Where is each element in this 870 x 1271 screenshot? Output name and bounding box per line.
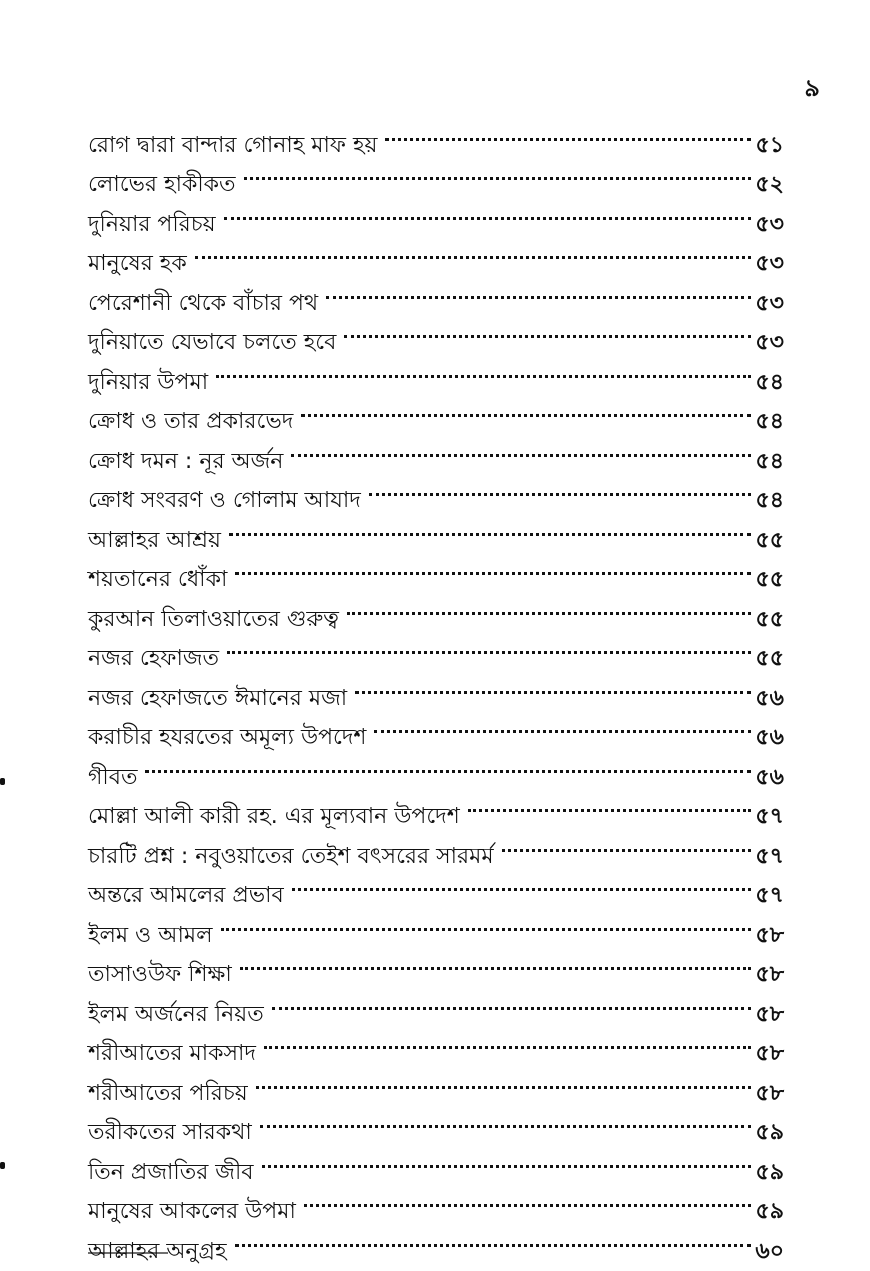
toc-entry-page: ৫৫ bbox=[753, 639, 784, 679]
toc-entry-title: অন্তরে আমলের প্রভাব bbox=[88, 876, 292, 916]
toc-entry-title: গীবত bbox=[88, 758, 145, 798]
dot-leader bbox=[262, 1139, 754, 1179]
toc-entry-title: লোভের হাকীকত bbox=[88, 165, 244, 205]
toc-entry-title: তাসাওউফ শিক্ষা bbox=[88, 955, 240, 995]
dot-leader bbox=[256, 1060, 754, 1100]
toc-entry-page: ৫২ bbox=[753, 165, 784, 205]
dot-leader bbox=[347, 586, 754, 626]
toc-entry-title: নজর হেফাজতে ঈমানের মজা bbox=[88, 679, 355, 719]
dot-leader bbox=[235, 1218, 754, 1258]
dot-leader bbox=[344, 310, 753, 350]
toc-entry-page: ৫৮ bbox=[753, 916, 784, 956]
dot-leader bbox=[304, 1179, 754, 1219]
toc-entry-page: ৫৭ bbox=[753, 797, 784, 837]
dot-leader bbox=[385, 112, 753, 152]
dot-leader bbox=[264, 1021, 753, 1061]
toc-entry-title: তরীকতের সারকথা bbox=[88, 1113, 260, 1153]
toc-entry-page: ৫৩ bbox=[753, 323, 784, 363]
dot-leader bbox=[216, 349, 753, 389]
toc-entry-title: করাচীর হযরতের অমূল্য উপদেশ bbox=[88, 718, 374, 758]
dot-leader bbox=[227, 626, 753, 666]
toc-entry-title: শরীআতের মাকসাদ bbox=[88, 1034, 264, 1074]
toc-entry-title: শয়তানের ধোঁকা bbox=[88, 560, 235, 600]
dot-leader bbox=[229, 507, 753, 547]
toc-entry-title: ক্রোধ ও তার প্রকারভেদ bbox=[88, 402, 301, 442]
toc-entry-page: ৫৮ bbox=[753, 955, 784, 995]
toc-entry-page: ৫৩ bbox=[753, 244, 784, 284]
dot-leader bbox=[468, 784, 754, 824]
dot-leader bbox=[235, 547, 753, 587]
toc-entry-title: মানুষের আকলের উপমা bbox=[88, 1192, 304, 1232]
page-number: ৯ bbox=[804, 70, 820, 110]
dot-leader bbox=[369, 468, 754, 508]
toc-entry-title: মানুষের হক bbox=[88, 244, 195, 284]
dot-leader bbox=[502, 823, 754, 863]
toc-entry bbox=[88, 112, 784, 152]
toc-entry-title: দুনিয়াতে যেভাবে চলতে হবে bbox=[88, 323, 344, 363]
toc-entry-title: কুরআন তিলাওয়াতের গুরুত্ব bbox=[88, 600, 347, 640]
toc-entry-title: ইলম অর্জনের নিয়ত bbox=[88, 995, 272, 1035]
dot-leader bbox=[244, 152, 754, 192]
toc-entry-title: চারটি প্রশ্ন : নবুওয়াতের তেইশ বৎসরের সারমর্ম bbox=[88, 837, 502, 877]
dot-leader bbox=[272, 981, 754, 1021]
toc-entry-page: ৫৭ bbox=[753, 837, 784, 877]
cut-off-next-line bbox=[88, 1252, 168, 1263]
table-of-contents bbox=[88, 112, 784, 1258]
toc-entry-page: ৫৬ bbox=[753, 718, 784, 758]
dot-leader bbox=[291, 428, 753, 468]
binding-edge-mark bbox=[0, 1162, 5, 1169]
dot-leader bbox=[240, 942, 754, 982]
toc-entry-page: ৫৯ bbox=[753, 1192, 784, 1232]
dot-leader bbox=[326, 270, 753, 310]
toc-entry-page: ৫৮ bbox=[753, 1034, 784, 1074]
dot-leader bbox=[292, 863, 754, 903]
toc-entry-page: ৫৫ bbox=[753, 600, 784, 640]
toc-entry-page: ৫৬ bbox=[753, 758, 784, 798]
toc-entry-page: ৫৩ bbox=[753, 205, 784, 245]
toc-entry-page: ৫১ bbox=[753, 126, 784, 166]
toc-entry-page: ৫৫ bbox=[753, 560, 784, 600]
toc-entry-title: মোল্লা আলী কারী রহ. এর মূল্যবান উপদেশ bbox=[88, 797, 468, 837]
dot-leader bbox=[260, 1100, 754, 1140]
toc-entry-title: ক্রোধ সংবরণ ও গোলাম আযাদ bbox=[88, 481, 369, 521]
toc-entry-title: দুনিয়ার পরিচয় bbox=[88, 205, 224, 245]
toc-entry-page: ৫৭ bbox=[753, 876, 784, 916]
dot-leader bbox=[355, 665, 753, 705]
binding-edge-mark bbox=[0, 778, 5, 785]
toc-entry-title: আল্লাহর অনুগ্রহ bbox=[88, 1232, 235, 1271]
toc-entry-title: ইলম ও আমল bbox=[88, 916, 221, 956]
toc-entry-page: ৫৪ bbox=[753, 442, 784, 482]
toc-entry bbox=[88, 784, 784, 824]
dot-leader bbox=[221, 902, 754, 942]
toc-entry-title: দুনিয়ার উপমা bbox=[88, 363, 216, 403]
toc-entry-page: ৫৮ bbox=[753, 1074, 784, 1114]
toc-entry-page: ৫৯ bbox=[753, 1153, 784, 1193]
toc-entry-page: ৫৩ bbox=[753, 284, 784, 324]
toc-entry bbox=[88, 744, 784, 784]
dot-leader bbox=[145, 744, 753, 784]
toc-entry-title: শরীআতের পরিচয় bbox=[88, 1074, 256, 1114]
toc-entry-page: ৬০ bbox=[753, 1232, 784, 1271]
toc-entry-page: ৫৪ bbox=[753, 402, 784, 442]
dot-leader bbox=[224, 191, 754, 231]
toc-entry-title: পেরেশানী থেকে বাঁচার পথ bbox=[88, 284, 326, 324]
toc-entry-title: তিন প্রজাতির জীব bbox=[88, 1153, 262, 1193]
toc-entry-page: ৫৮ bbox=[753, 995, 784, 1035]
toc-entry-page: ৫৬ bbox=[753, 679, 784, 719]
toc-entry-page: ৫৪ bbox=[753, 363, 784, 403]
toc-entry-page: ৫৯ bbox=[753, 1113, 784, 1153]
toc-entry-page: ৫৪ bbox=[753, 481, 784, 521]
toc-entry-title: ক্রোধ দমন : নূর অর্জন bbox=[88, 442, 291, 482]
toc-entry-page: ৫৫ bbox=[753, 521, 784, 561]
toc-entry-title: আল্লাহর আশ্রয় bbox=[88, 521, 229, 561]
toc-entry-title: নজর হেফাজত bbox=[88, 639, 227, 679]
dot-leader bbox=[301, 389, 753, 429]
toc-entry-title: রোগ দ্বারা বান্দার গোনাহ মাফ হয় bbox=[88, 126, 385, 166]
dot-leader bbox=[195, 231, 754, 271]
dot-leader bbox=[374, 705, 753, 745]
